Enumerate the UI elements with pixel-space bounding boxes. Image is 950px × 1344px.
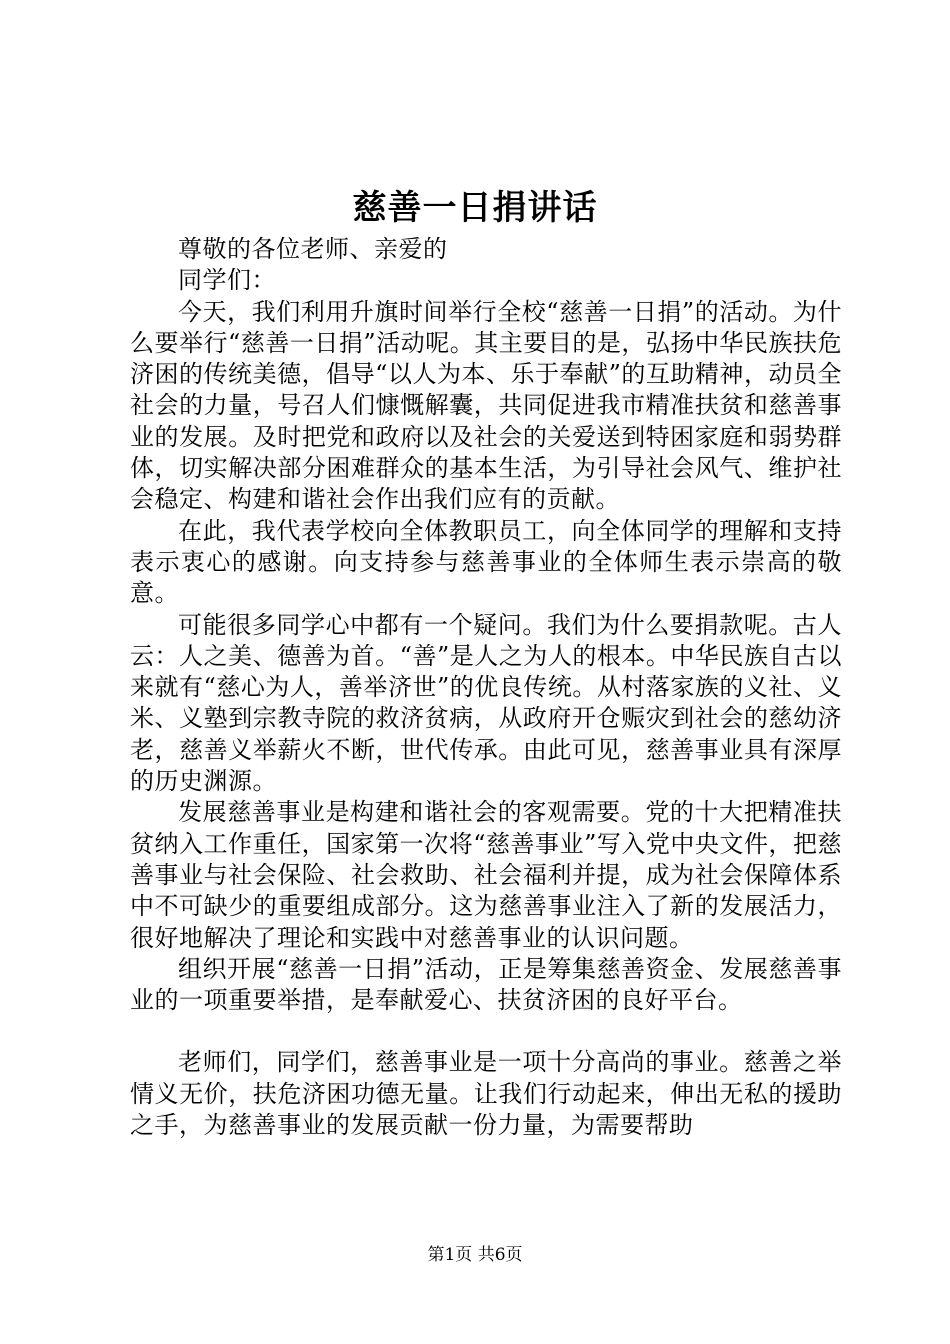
paragraph: 发展慈善事业是构建和谐社会的客观需要。党的十大把精准扶贫纳入工作重任，国家第一次将“慈善事业”写入党中央文件，把慈善事业与社会保险、社会救助、社会福利并提，成为社会保障体系中不可缺少的重要组成部分。这为慈善事业注入了新的发展活力，很好地解决了理论和实践中对慈善事业的认识问题。 xyxy=(130,798,842,952)
page-footer: 第1页 共6页 xyxy=(427,1245,523,1265)
paragraph: 今天，我们利用升旗时间举行全校“慈善一日捐”的活动。为什么要举行“慈善一日捐”活动呢。其主要目的是，弘扬中华民族扶危济困的传统美德，倡导“以人为本、乐于奉献”的互助精神，动员全社会的力量，号召人们慷慨解囊，共同促进我市精准扶贫和慈善事业的发展。及时把党和政府以及社会的关爱送到特困家庭和弱势群体，切实解决部分困难群众的基本生活，为引导社会风气、维护社会稳定、构建和谐社会作出我们应有的贡献。 xyxy=(130,297,842,514)
document-body xyxy=(130,234,842,1141)
paragraph-gap xyxy=(130,1016,842,1047)
paragraph: 老师们，同学们，慈善事业是一项十分高尚的事业。慈善之举情义无价，扶危济困功德无量。让我们行动起来，伸出无私的援助之手，为慈善事业的发展贡献一份力量，为需要帮助 xyxy=(130,1048,842,1140)
paragraph: 在此，我代表学校向全体教职员工，向全体同学的理解和支持表示衷心的感谢。向支持参与慈善事业的全体师生表示崇高的敬意。 xyxy=(130,516,842,608)
salutation-line: 同学们： xyxy=(178,266,276,295)
salutation-line: 尊敬的各位老师、亲爱的 xyxy=(178,235,448,263)
document-title: 慈善一日捐讲话 xyxy=(352,188,598,228)
paragraph: 可能很多同学心中都有一个疑问。我们为什么要捐款呢。古人云：人之美、德善为首。“善”是人之为人的根本。中华民族自古以来就有“慈心为人，善举济世”的优良传统。从村落家族的义社、义米、义塾到宗教寺院的救济贫病，从政府开仓赈灾到社会的慈幼济老，慈善义举薪火不断，世代传承。由此可见，慈善事业具有深厚的历史渊源。 xyxy=(130,610,842,796)
paragraph: 组织开展“慈善一日捐”活动，正是筹集慈善资金、发展慈善事业的一项重要举措，是奉献爱心、扶贫济困的良好平台。 xyxy=(130,954,842,1015)
